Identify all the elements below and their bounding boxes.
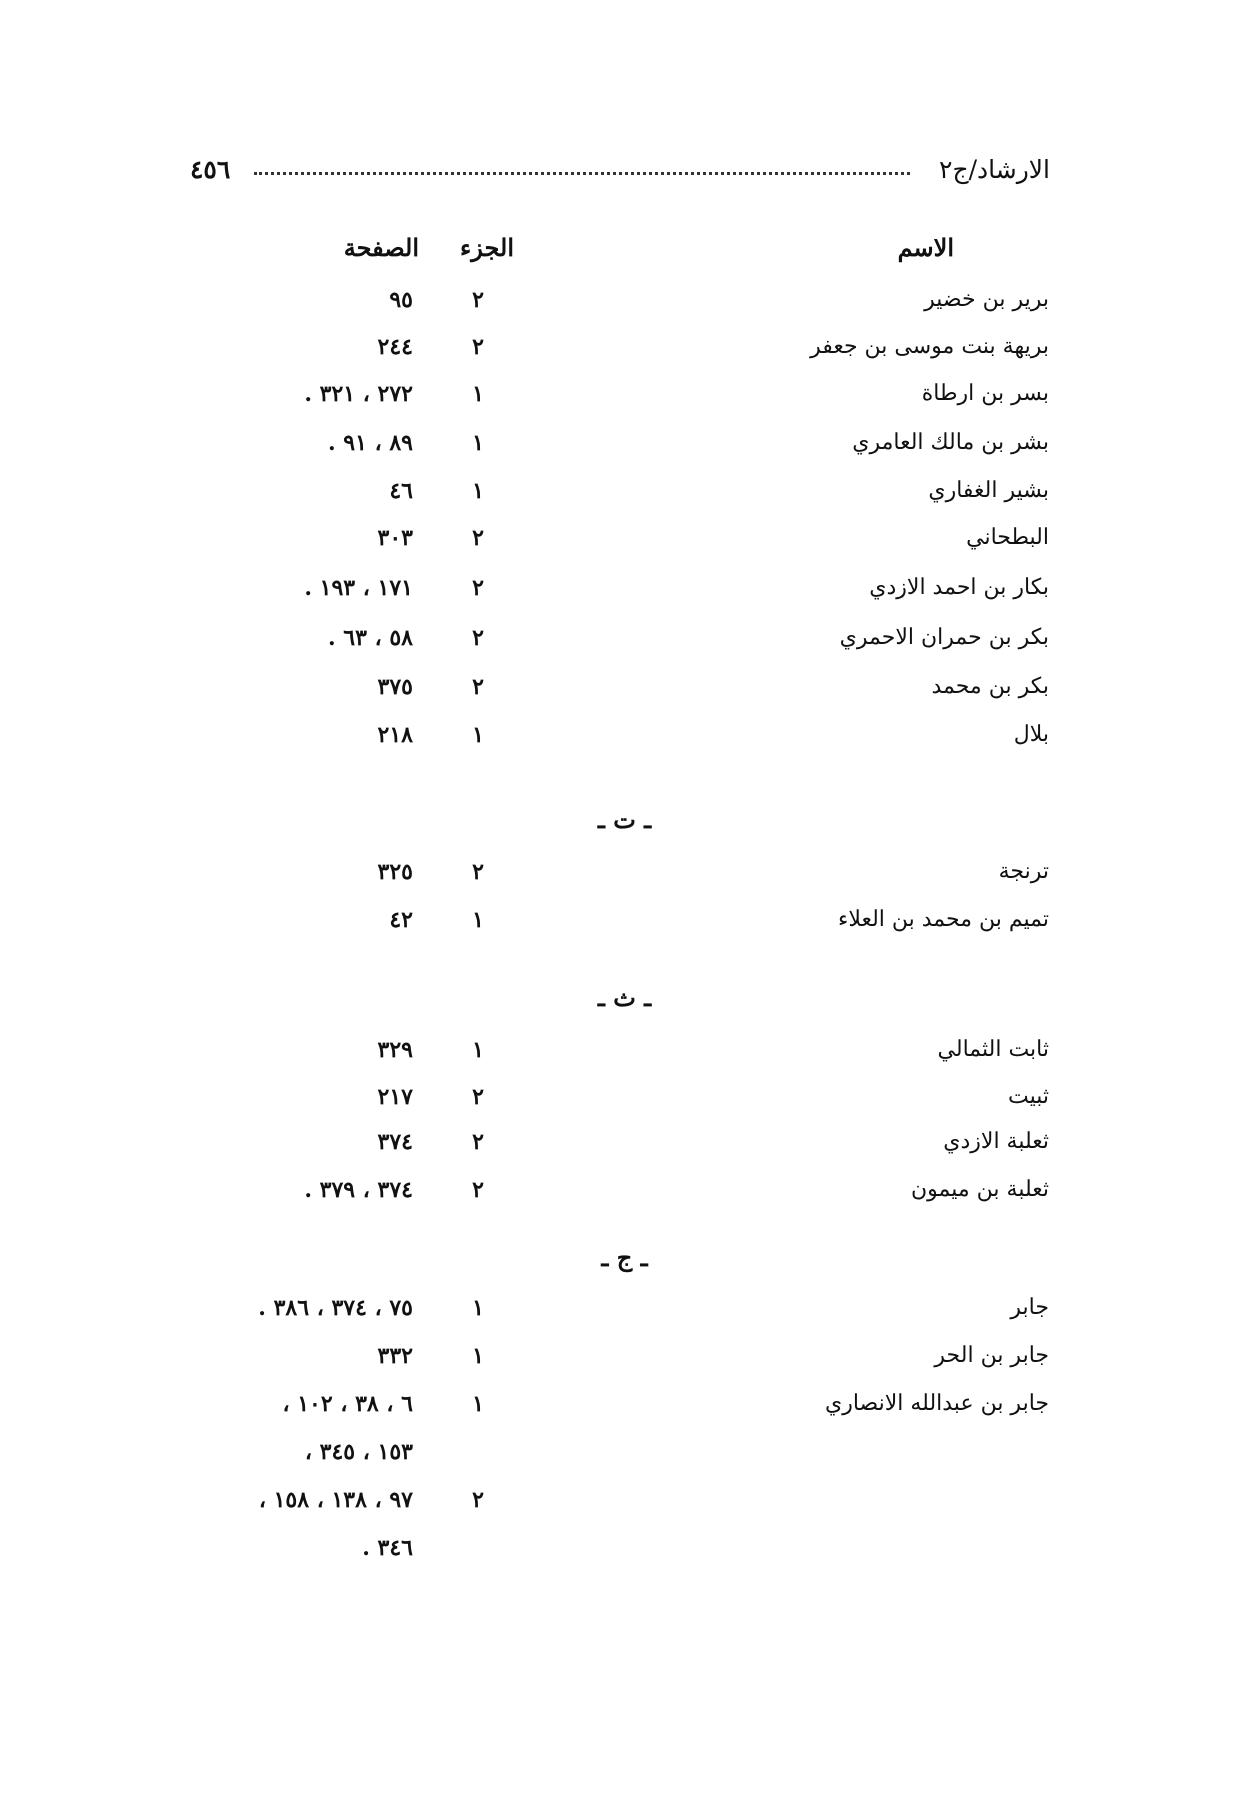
entry-name: ترنجة [998,859,1049,884]
index-entry [0,1170,1249,1210]
entry-part: ٢ [472,1177,484,1203]
entry-part: ١ [472,1295,484,1321]
entry-part: ١ [472,478,484,504]
index-entry [0,900,1249,940]
entry-part: ١ [472,722,484,748]
entry-name: جابر [1010,1295,1049,1320]
entry-name: ثعلبة الازدي [943,1129,1049,1154]
index-entry [0,1288,1249,1328]
entry-part: ٢ [472,625,484,651]
index-entry-continuation [0,1432,1249,1472]
entry-part: ٢ [472,287,484,313]
index-entry [0,618,1249,658]
index-entry-continuation [0,1480,1249,1520]
index-entry [0,374,1249,414]
entry-name: بريهة بنت موسى بن جعفر [810,334,1049,359]
entry-pages: ٣٠٣ [377,525,413,551]
entry-pages: ٣٣٢ [377,1343,413,1369]
index-entry-continuation [0,1528,1249,1568]
index-entry [0,568,1249,608]
page-number: ٤٥٦ [190,155,231,184]
entry-part: ١ [472,430,484,456]
entry-part: ٢ [472,674,484,700]
entry-part: ٢ [472,1487,484,1513]
index-entry [0,1077,1249,1117]
index-entry [0,327,1249,367]
entry-name: بكر بن حمران الاحمري [839,625,1049,650]
entry-name: ثابت الثمالي [937,1037,1049,1062]
entry-pages: ٧٥ ، ٣٧٤ ، ٣٨٦ . [258,1295,413,1321]
column-header-page: الصفحة [343,233,419,262]
entry-part: ١ [472,1391,484,1417]
entry-name: ثعلبة بن ميمون [911,1177,1049,1202]
entry-pages: ٣٧٤ ، ٣٧٩ . [304,1177,413,1203]
letter-heading: ـ ت ـ [597,805,652,834]
entry-name: تميم بن محمد بن العلاء [838,907,1049,932]
entry-name: بكر بن محمد [931,674,1049,699]
entry-part: ٢ [472,859,484,885]
index-entry [0,1384,1249,1424]
entry-name: جابر بن عبدالله الانصاري [824,1391,1049,1416]
index-entry [0,852,1249,892]
entry-pages: ٤٦ [389,478,413,504]
entry-pages: ٢١٨ [377,722,413,748]
entry-name: بسر بن ارطاة [921,381,1049,406]
entry-pages: ٣٤٦ . [362,1535,413,1561]
entry-name: برير بن خضير [924,287,1049,312]
entry-pages: ٤٢ [389,907,413,933]
entry-part: ٢ [472,525,484,551]
letter-heading: ـ ج ـ [601,1243,648,1272]
column-header-name: الاسم [897,233,954,262]
entry-pages: ٣٧٥ [377,674,413,700]
entry-name: بشير الغفاري [928,478,1049,503]
entry-pages: ٦ ، ٣٨ ، ١٠٢ ، [282,1391,413,1417]
entry-part: ١ [472,1037,484,1063]
entry-part: ٢ [472,1084,484,1110]
entry-pages: ٢٤٤ [377,334,413,360]
entry-pages: ٥٨ ، ٦٣ . [327,625,413,651]
entry-name: جابر بن الحر [934,1343,1049,1368]
entry-name: بشر بن مالك العامري [852,430,1049,455]
entry-part: ٢ [472,334,484,360]
entry-pages: ٣٢٩ [377,1037,413,1063]
entry-pages: ٩٥ [389,287,413,313]
index-entry [0,1336,1249,1376]
entry-pages: ١٧١ ، ١٩٣ . [304,575,413,601]
index-entry [0,423,1249,463]
entry-pages: ٨٩ ، ٩١ . [327,430,413,456]
entry-part: ١ [472,907,484,933]
column-header-part: الجزء [460,233,514,262]
entry-part: ١ [472,1343,484,1369]
index-entry [0,280,1249,320]
entry-name: بلال [1013,722,1049,747]
entry-part: ١ [472,381,484,407]
entry-pages: ٣٢٥ [377,859,413,885]
index-entry [0,1122,1249,1162]
entry-name: البطحاني [966,525,1049,550]
index-entry [0,471,1249,511]
entry-name: بكار بن احمد الازدي [869,575,1049,600]
entry-pages: ٩٧ ، ١٣٨ ، ١٥٨ ، [258,1487,413,1513]
entry-pages: ١٥٣ ، ٣٤٥ ، [304,1439,413,1465]
index-entry [0,1030,1249,1070]
entry-part: ٢ [472,575,484,601]
index-entry [0,715,1249,755]
entry-pages: ٢٧٢ ، ٣٢١ . [304,381,413,407]
entry-pages: ٣٧٤ [377,1129,413,1155]
index-entry [0,518,1249,558]
entry-part: ٢ [472,1129,484,1155]
entry-name: ثبيت [1007,1084,1049,1109]
running-title: الارشاد/ج٢ [939,155,1050,184]
entry-pages: ٢١٧ [377,1084,413,1110]
index-entry [0,667,1249,707]
letter-heading: ـ ث ـ [597,983,652,1012]
